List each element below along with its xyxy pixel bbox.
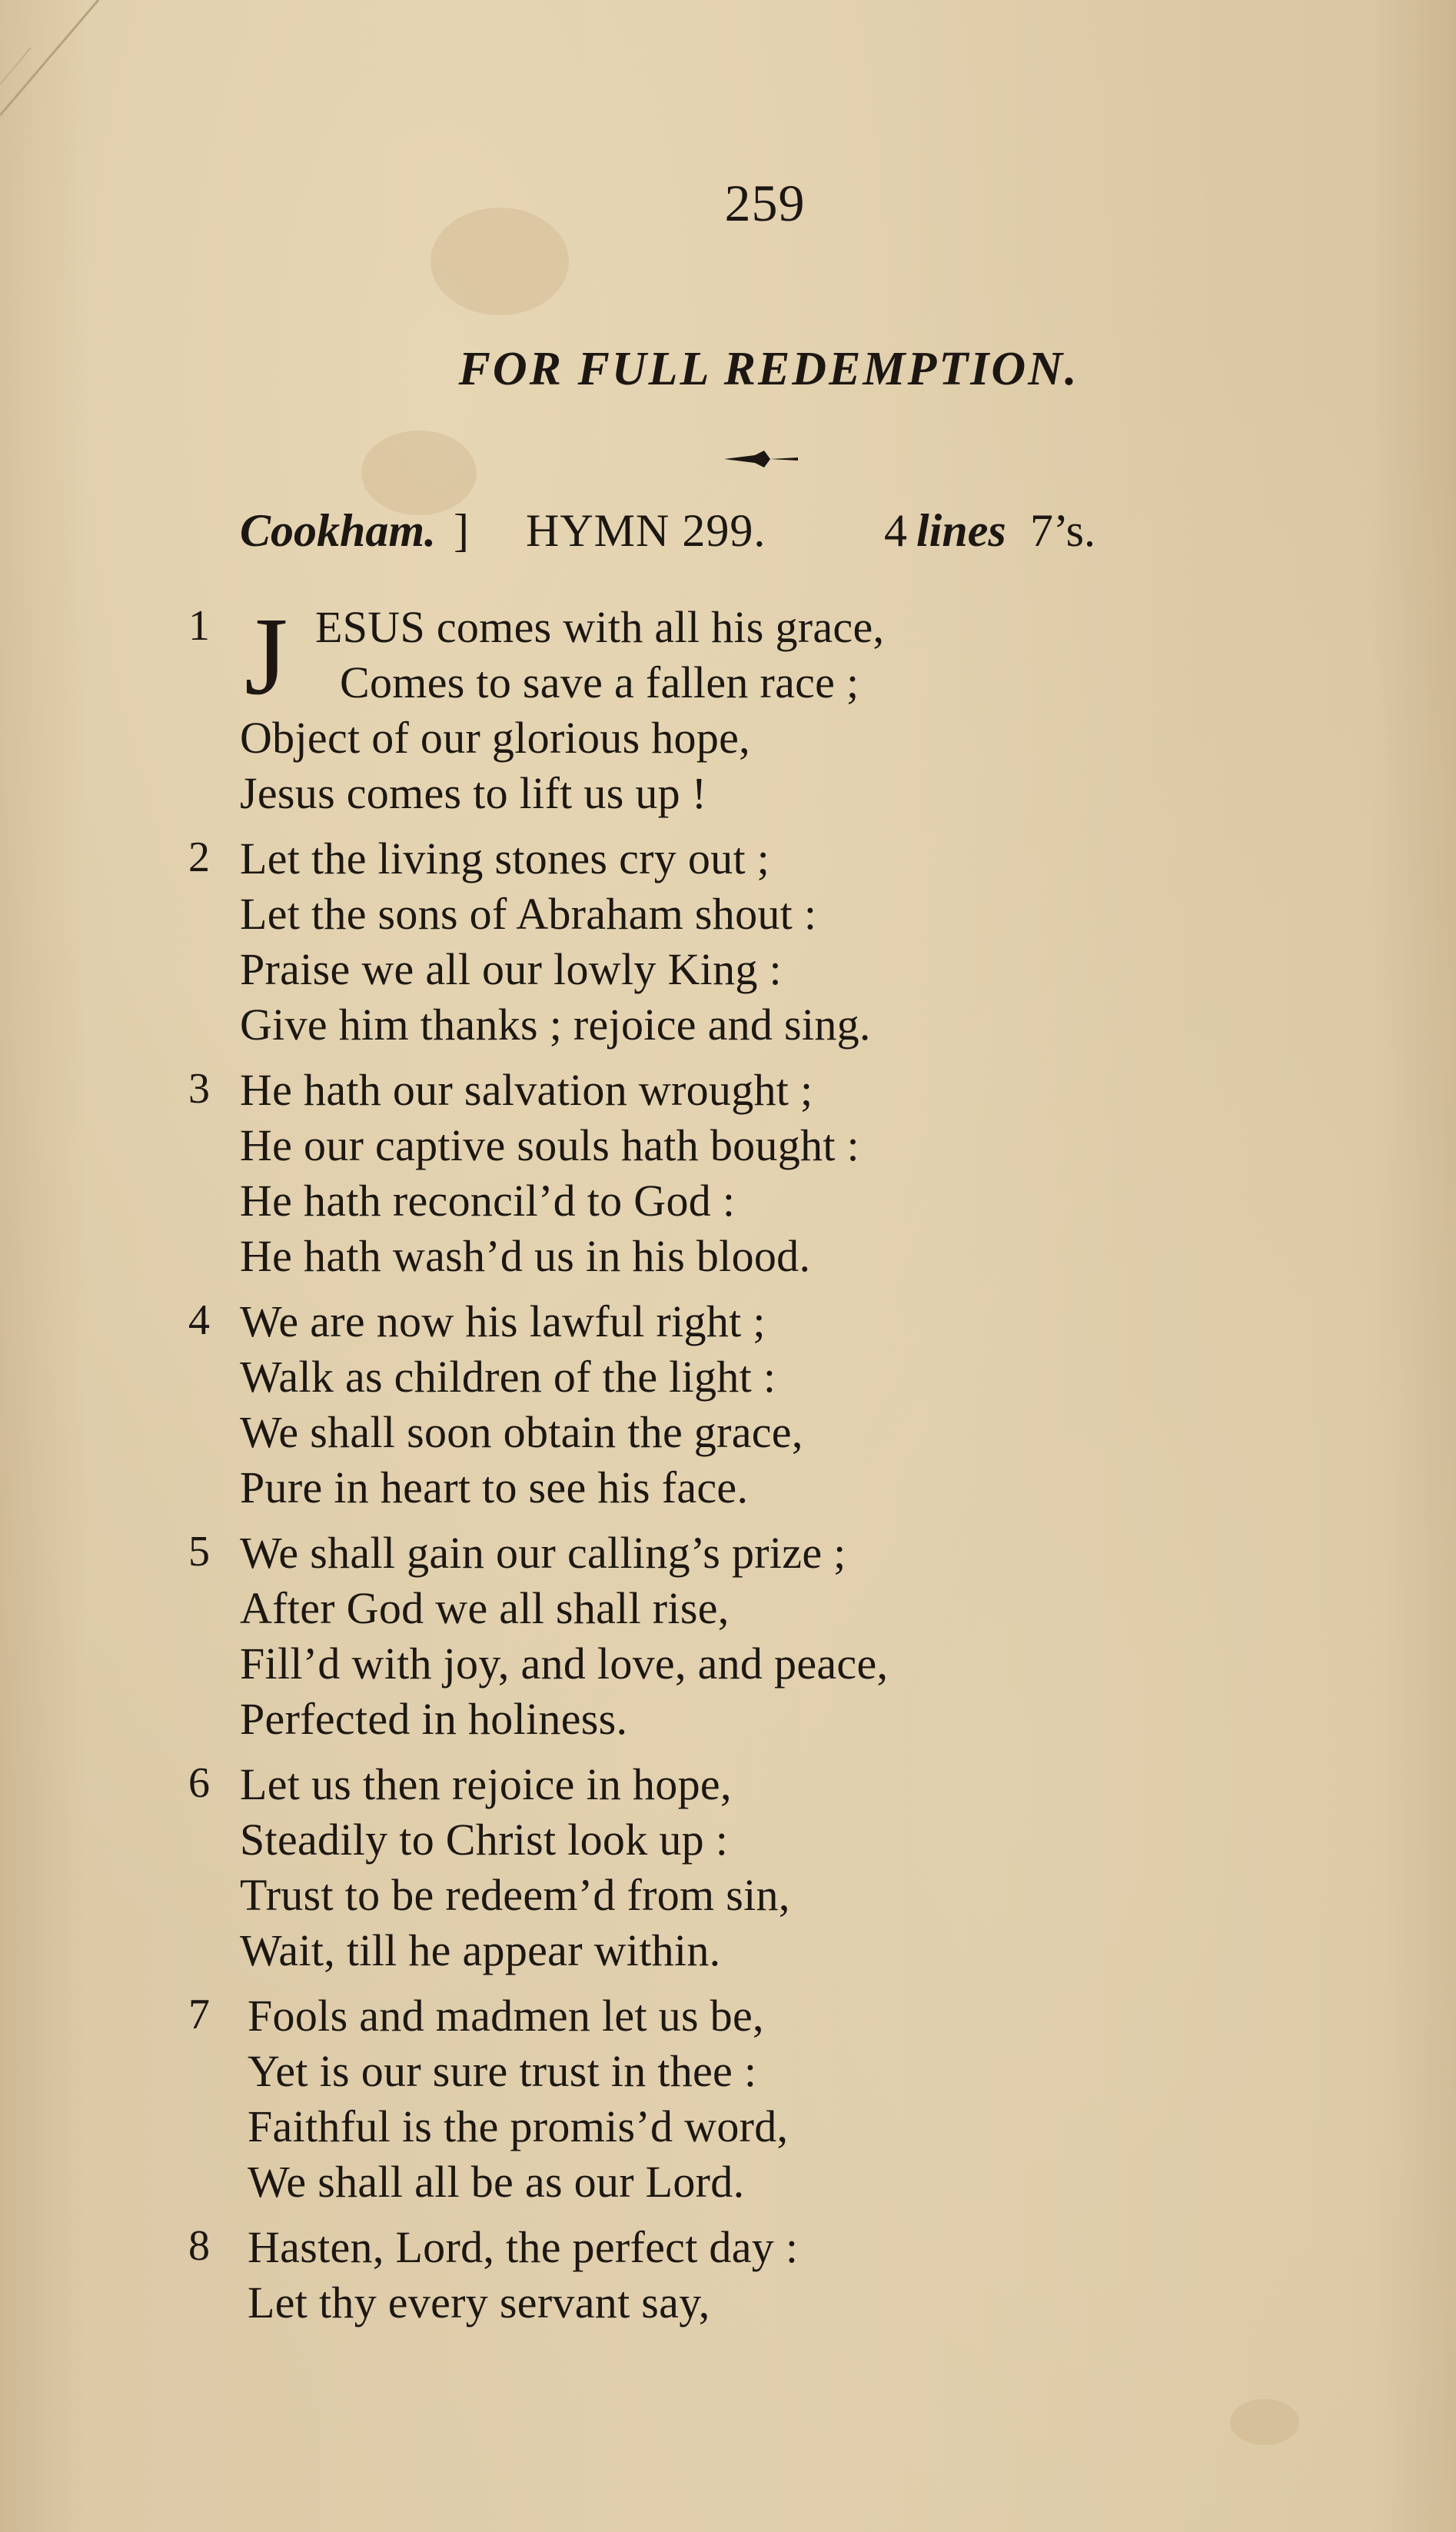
verse-line: We shall gain our calling’s prize ; — [240, 1528, 846, 1578]
paper-stain — [1230, 2399, 1299, 2445]
lines-label: lines — [916, 505, 1006, 556]
tune-name: Cookham. — [240, 505, 437, 556]
verse-line: Comes to save a fallen race ; — [340, 657, 859, 707]
verse-line: He hath our salvation wrought ; — [240, 1065, 813, 1115]
verse-line: We shall all be as our Lord. — [248, 2157, 745, 2207]
lines-count: 4 — [884, 505, 907, 556]
stanza-number: 6 — [188, 1759, 210, 1807]
page-corner-crease — [0, 0, 115, 131]
tune-bracket: ] — [454, 505, 469, 556]
verse-line: Faithful is the promis’d word, — [248, 2101, 789, 2151]
verse-line: We are now his lawful right ; — [240, 1296, 766, 1346]
verse-line: He hath wash’d us in his blood. — [240, 1231, 811, 1281]
verse-line: ESUS comes with all his grace, — [315, 602, 885, 652]
verse-line: Fools and madmen let us be, — [248, 1991, 764, 2041]
section-title: FOR FULL REDEMPTION. — [458, 343, 1079, 395]
hymn-header — [240, 504, 1132, 566]
verse-line: Perfected in holiness. — [240, 1694, 628, 1744]
verse-line: Trust to be redeem’d from sin, — [240, 1870, 790, 1920]
verse-line: Walk as children of the light : — [240, 1352, 776, 1402]
stanza-number: 7 — [188, 1991, 210, 2038]
verse-line: Jesus comes to lift us up ! — [240, 768, 707, 818]
verse-line: Steadily to Christ look up : — [240, 1815, 729, 1865]
page-number: 259 — [724, 174, 806, 232]
ornament-rule — [724, 451, 798, 467]
meter: 7’s. — [1030, 505, 1096, 556]
verse-line: Hasten, Lord, the perfect day : — [248, 2222, 799, 2272]
verse-line: Let thy every servant say, — [248, 2277, 710, 2327]
stanza-number: 1 — [188, 602, 210, 650]
paper-stain — [430, 208, 569, 315]
paper-stain — [361, 431, 477, 515]
verse-line: Let the sons of Abraham shout : — [240, 889, 817, 939]
verse-line: Praise we all our lowly King : — [240, 944, 782, 994]
verse-line: Object of our glorious hope, — [240, 713, 750, 763]
stanza-number: 5 — [188, 1528, 210, 1575]
verse-line: Give him thanks ; rejoice and sing. — [240, 1000, 871, 1050]
stanza-number: 3 — [188, 1065, 210, 1113]
verse-line: He hath reconcil’d to God : — [240, 1176, 736, 1226]
verse-line: Let the living stones cry out ; — [240, 833, 770, 883]
verse-line: Fill’d with joy, and love, and peace, — [240, 1639, 889, 1689]
verse-line: After God we all shall rise, — [240, 1583, 730, 1633]
verse-line: He our captive souls hath bought : — [240, 1120, 859, 1170]
stanza-number: 2 — [188, 833, 210, 881]
stanza-number: 4 — [188, 1296, 210, 1344]
verse-line: Wait, till he appear within. — [240, 1925, 721, 1975]
verse-line: Let us then rejoice in hope, — [240, 1759, 732, 1809]
hymn-number: HYMN 299. — [526, 505, 766, 556]
stanza-number: 8 — [188, 2222, 210, 2270]
drop-cap: J — [244, 595, 288, 718]
verse-line: Yet is our sure trust in thee : — [248, 2046, 757, 2096]
verse-line: Pure in heart to see his face. — [240, 1462, 749, 1512]
verse-line: We shall soon obtain the grace, — [240, 1407, 803, 1457]
